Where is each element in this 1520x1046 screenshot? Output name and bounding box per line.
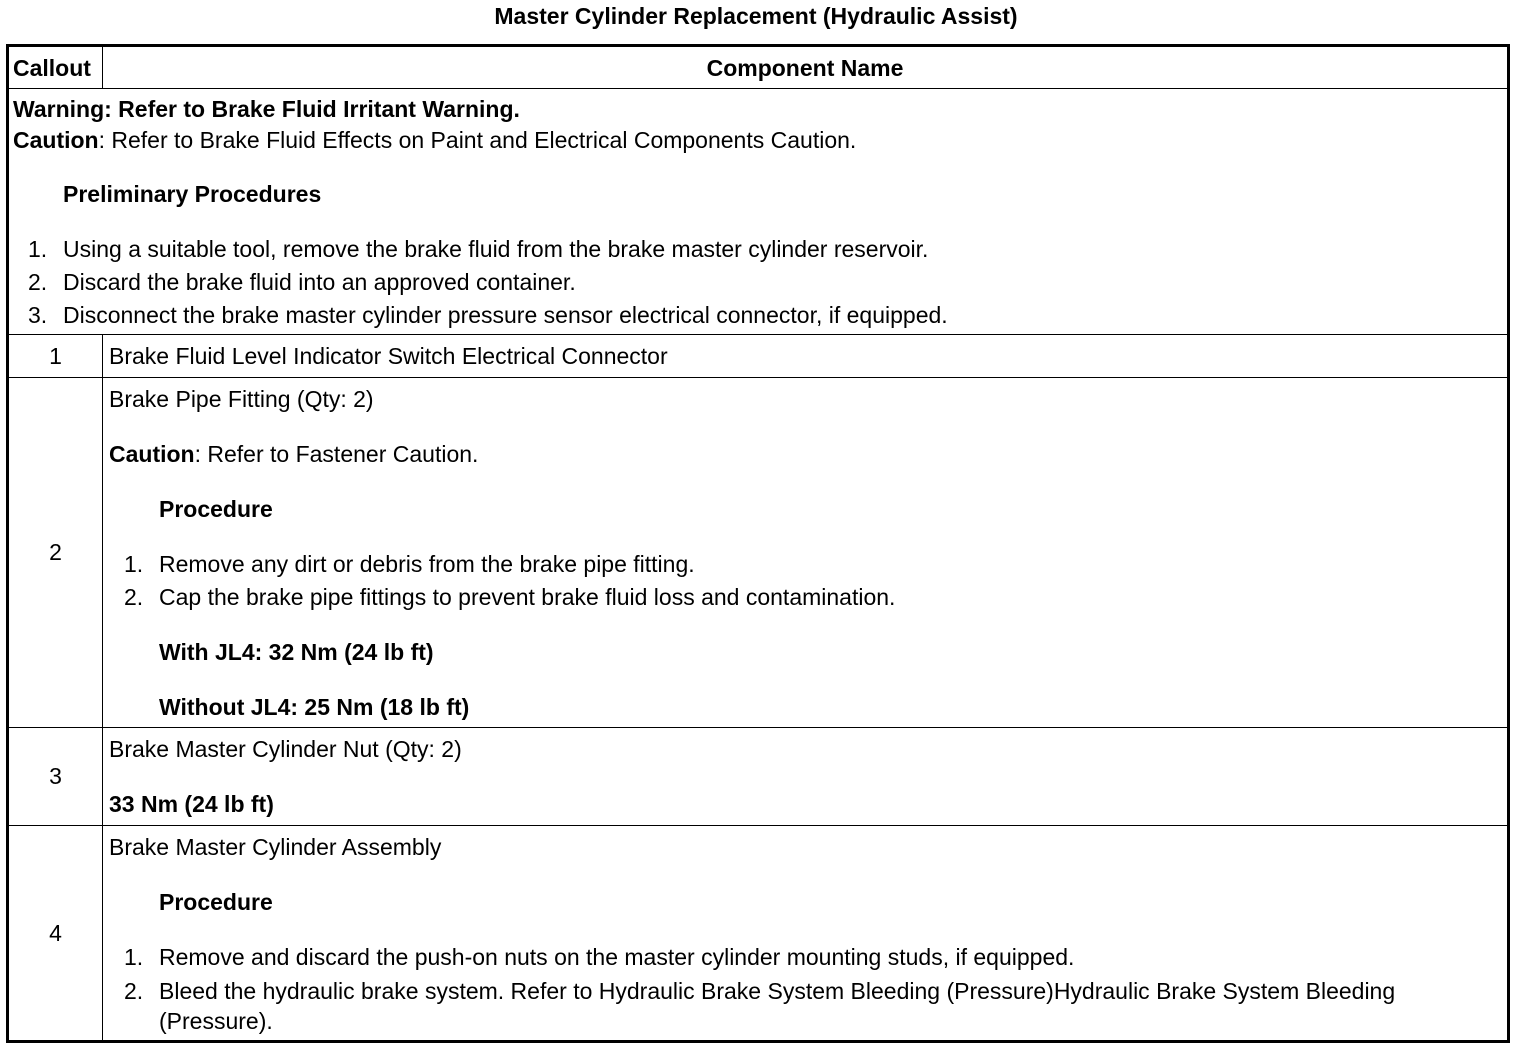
component-name-cell [103, 378, 1509, 728]
preliminary-row [8, 89, 1509, 335]
table-row [8, 826, 1509, 1042]
list-item: 2. Discard the brake fluid into an approved container. [28, 269, 576, 295]
procedure-heading: Procedure [159, 496, 273, 522]
callout-number: 2 [8, 378, 103, 728]
callout-number: 1 [8, 335, 103, 378]
component-table [6, 44, 1510, 1043]
preliminary-heading: Preliminary Procedures [63, 181, 322, 207]
table-header-row [8, 46, 1509, 89]
torque-spec: With JL4: 32 Nm (24 lb ft) [159, 639, 434, 665]
caution-text: : Refer to Fastener Caution. [194, 441, 479, 467]
component-name-cell [103, 826, 1509, 1042]
procedure-steps [109, 941, 1507, 1036]
table-row [8, 728, 1509, 826]
component-name-column-header: Component Name [103, 46, 1509, 89]
list-item: 2. Bleed the hydraulic brake system. Refer to Hydraulic Brake System Bleeding (Pressure)Hydraulic Brake System Bleeding (Pressure). [124, 978, 1396, 1034]
component-name-cell [103, 728, 1509, 826]
torque-spec: 33 Nm (24 lb ft) [109, 791, 274, 817]
torque-spec: Without JL4: 25 Nm (18 lb ft) [159, 694, 470, 720]
list-item: 1. Remove and discard the push-on nuts on the master cylinder mounting studs, if equipped. [124, 944, 1075, 970]
callout-number: 4 [8, 826, 103, 1042]
procedure-steps [109, 548, 1507, 614]
list-item: 1. Remove any dirt or debris from the brake pipe fitting. [124, 551, 695, 577]
component-name: Brake Master Cylinder Nut (Qty: 2) [109, 736, 462, 762]
list-item: 3. Disconnect the brake master cylinder pressure sensor electrical connector, if equipped. [28, 302, 948, 328]
table-row [8, 335, 1509, 378]
preliminary-steps [13, 233, 1507, 332]
list-item: 1. Using a suitable tool, remove the brake fluid from the brake master cylinder reservoir. [28, 236, 929, 262]
component-name: Brake Master Cylinder Assembly [109, 834, 442, 860]
callout-column-header: Callout [8, 46, 103, 89]
table-row [8, 378, 1509, 728]
component-name: Brake Fluid Level Indicator Switch Electrical Connector [109, 342, 668, 369]
callout-number: 3 [8, 728, 103, 826]
caution-text: : Refer to Brake Fluid Effects on Paint and Electrical Components Caution. [98, 127, 857, 153]
caution-label: Caution [109, 441, 195, 467]
procedure-heading: Procedure [159, 889, 273, 915]
document-title: Master Cylinder Replacement (Hydraulic Assist) [494, 3, 1018, 29]
preliminary-cell [8, 89, 1509, 335]
caution-line [13, 125, 1507, 156]
warning-label: Warning: [13, 96, 112, 122]
warning-text: Refer to Brake Fluid Irritant Warning. [111, 96, 520, 122]
caution-line [109, 438, 1507, 471]
component-name-cell [103, 335, 1509, 378]
caution-label: Caution [13, 127, 99, 153]
warning-line [13, 94, 1507, 125]
component-name: Brake Pipe Fitting (Qty: 2) [109, 386, 374, 412]
list-item: 2. Cap the brake pipe fittings to prevent brake fluid loss and contamination. [124, 584, 896, 610]
